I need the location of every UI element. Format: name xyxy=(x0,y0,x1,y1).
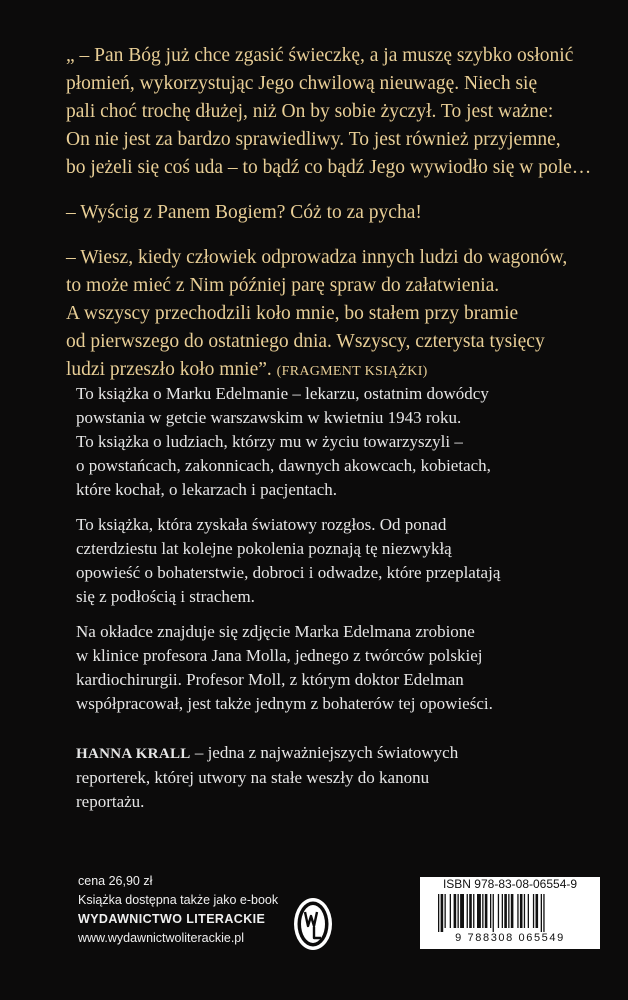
quote-line: – Wyścig z Panem Bogiem? Cóż to za pycha! xyxy=(66,202,422,223)
description-line: To książka o Marku Edelmanie – lekarzu, ostatnim dowódcy xyxy=(76,384,489,403)
author-name: HANNA KRALL xyxy=(76,746,191,762)
author-line: reporterek, której utwory na stałe weszły do kanonu xyxy=(76,768,430,787)
author-bio-text: – jedna z najważniejszych światowych xyxy=(190,743,459,762)
publisher-name: WYDAWNICTWO LITERACKIE xyxy=(78,912,266,926)
description-line: To książka o ludziach, którzy mu w życiu towarzyszyli – xyxy=(76,432,463,451)
description-line: Na okładce znajduje się zdjęcie Marka Edelmana zrobione xyxy=(76,622,475,641)
description-paragraph-2 xyxy=(76,513,616,609)
quote-line: pali choć trochę dłużej, niż On by sobie życzył. To jest ważne: xyxy=(66,101,554,122)
description-line: współpracował, jest także jednym z bohaterów tej opowieści. xyxy=(76,694,493,713)
description-block xyxy=(76,382,616,825)
quote-line: to może mieć z Nim później parę spraw do załatwienia. xyxy=(66,275,500,296)
quote-block xyxy=(66,42,626,403)
description-paragraph-1 xyxy=(76,382,616,502)
quote-line: On nie jest za bardzo sprawiedliwy. To jest również przyjemne, xyxy=(66,129,561,150)
description-line: w klinice profesora Jana Molla, jednego z twórców polskiej xyxy=(76,646,483,665)
description-line: opowieść o bohaterstwie, dobroci i odwadze, które przeplatają xyxy=(76,563,501,582)
quote-last-line: ludzi przeszło koło mnie”. xyxy=(66,359,272,380)
price: cena 26,90 zł xyxy=(78,874,153,888)
quote-line: – Wiesz, kiedy człowiek odprowadza innych ludzi do wagonów, xyxy=(66,247,568,268)
wydawnictwo-literackie-logo-icon xyxy=(292,896,334,952)
isbn-label: ISBN 978-83-08-06554-9 xyxy=(442,877,578,891)
quote-line: płomień, wykorzystując Jego chwilową nieuwagę. Niech się xyxy=(66,73,538,94)
quote-paragraph-3 xyxy=(66,244,626,386)
author-line: reportażu. xyxy=(76,792,145,811)
publisher-info xyxy=(78,872,278,948)
author-line xyxy=(76,741,616,766)
description-line: które kochał, o lekarzach i pacjentach. xyxy=(76,480,338,499)
description-line: się z podłością i strachem. xyxy=(76,587,255,606)
description-line: o powstańcach, zakonnicach, dawnych akowcach, kobietach, xyxy=(76,456,491,475)
quote-line: od pierwszego do ostatniego dnia. Wszyscy, czterysta tysięcy xyxy=(66,331,545,352)
description-line: To książka, która zyskała światowy rozgłos. Od ponad xyxy=(76,515,447,534)
description-line: powstania w getcie warszawskim w kwietniu 1943 roku. xyxy=(76,408,462,427)
quote-line: A wszyscy przechodzili koło mnie, bo stałem przy bramie xyxy=(66,303,519,324)
description-paragraph-3 xyxy=(76,620,616,716)
description-line: kardiochirurgii. Profesor Moll, z którym doktor Edelman xyxy=(76,670,464,689)
ebook-note: Książka dostępna także jako e-book xyxy=(78,893,279,907)
barcode-icon xyxy=(438,894,582,932)
description-line: czterdziestu lat kolejne pokolenia poznają tę niezwykłą xyxy=(76,539,452,558)
fragment-label: (FRAGMENT KSIĄŻKI) xyxy=(276,364,428,379)
barcode-digits: 9 788308 065549 xyxy=(455,932,565,944)
publisher-url: www.wydawnictwoliterackie.pl xyxy=(78,931,245,945)
quote-paragraph-2 xyxy=(66,199,626,227)
author-bio xyxy=(76,741,616,814)
quote-line: „ – Pan Bóg już chce zgasić świeczkę, a ja muszę szybko osłonić xyxy=(66,45,574,66)
quote-line: bo jeżeli się coś uda – to bądź co bądź Jego wywiodło się w pole… xyxy=(66,157,592,178)
barcode-block xyxy=(420,877,600,949)
quote-paragraph-1 xyxy=(66,42,626,182)
